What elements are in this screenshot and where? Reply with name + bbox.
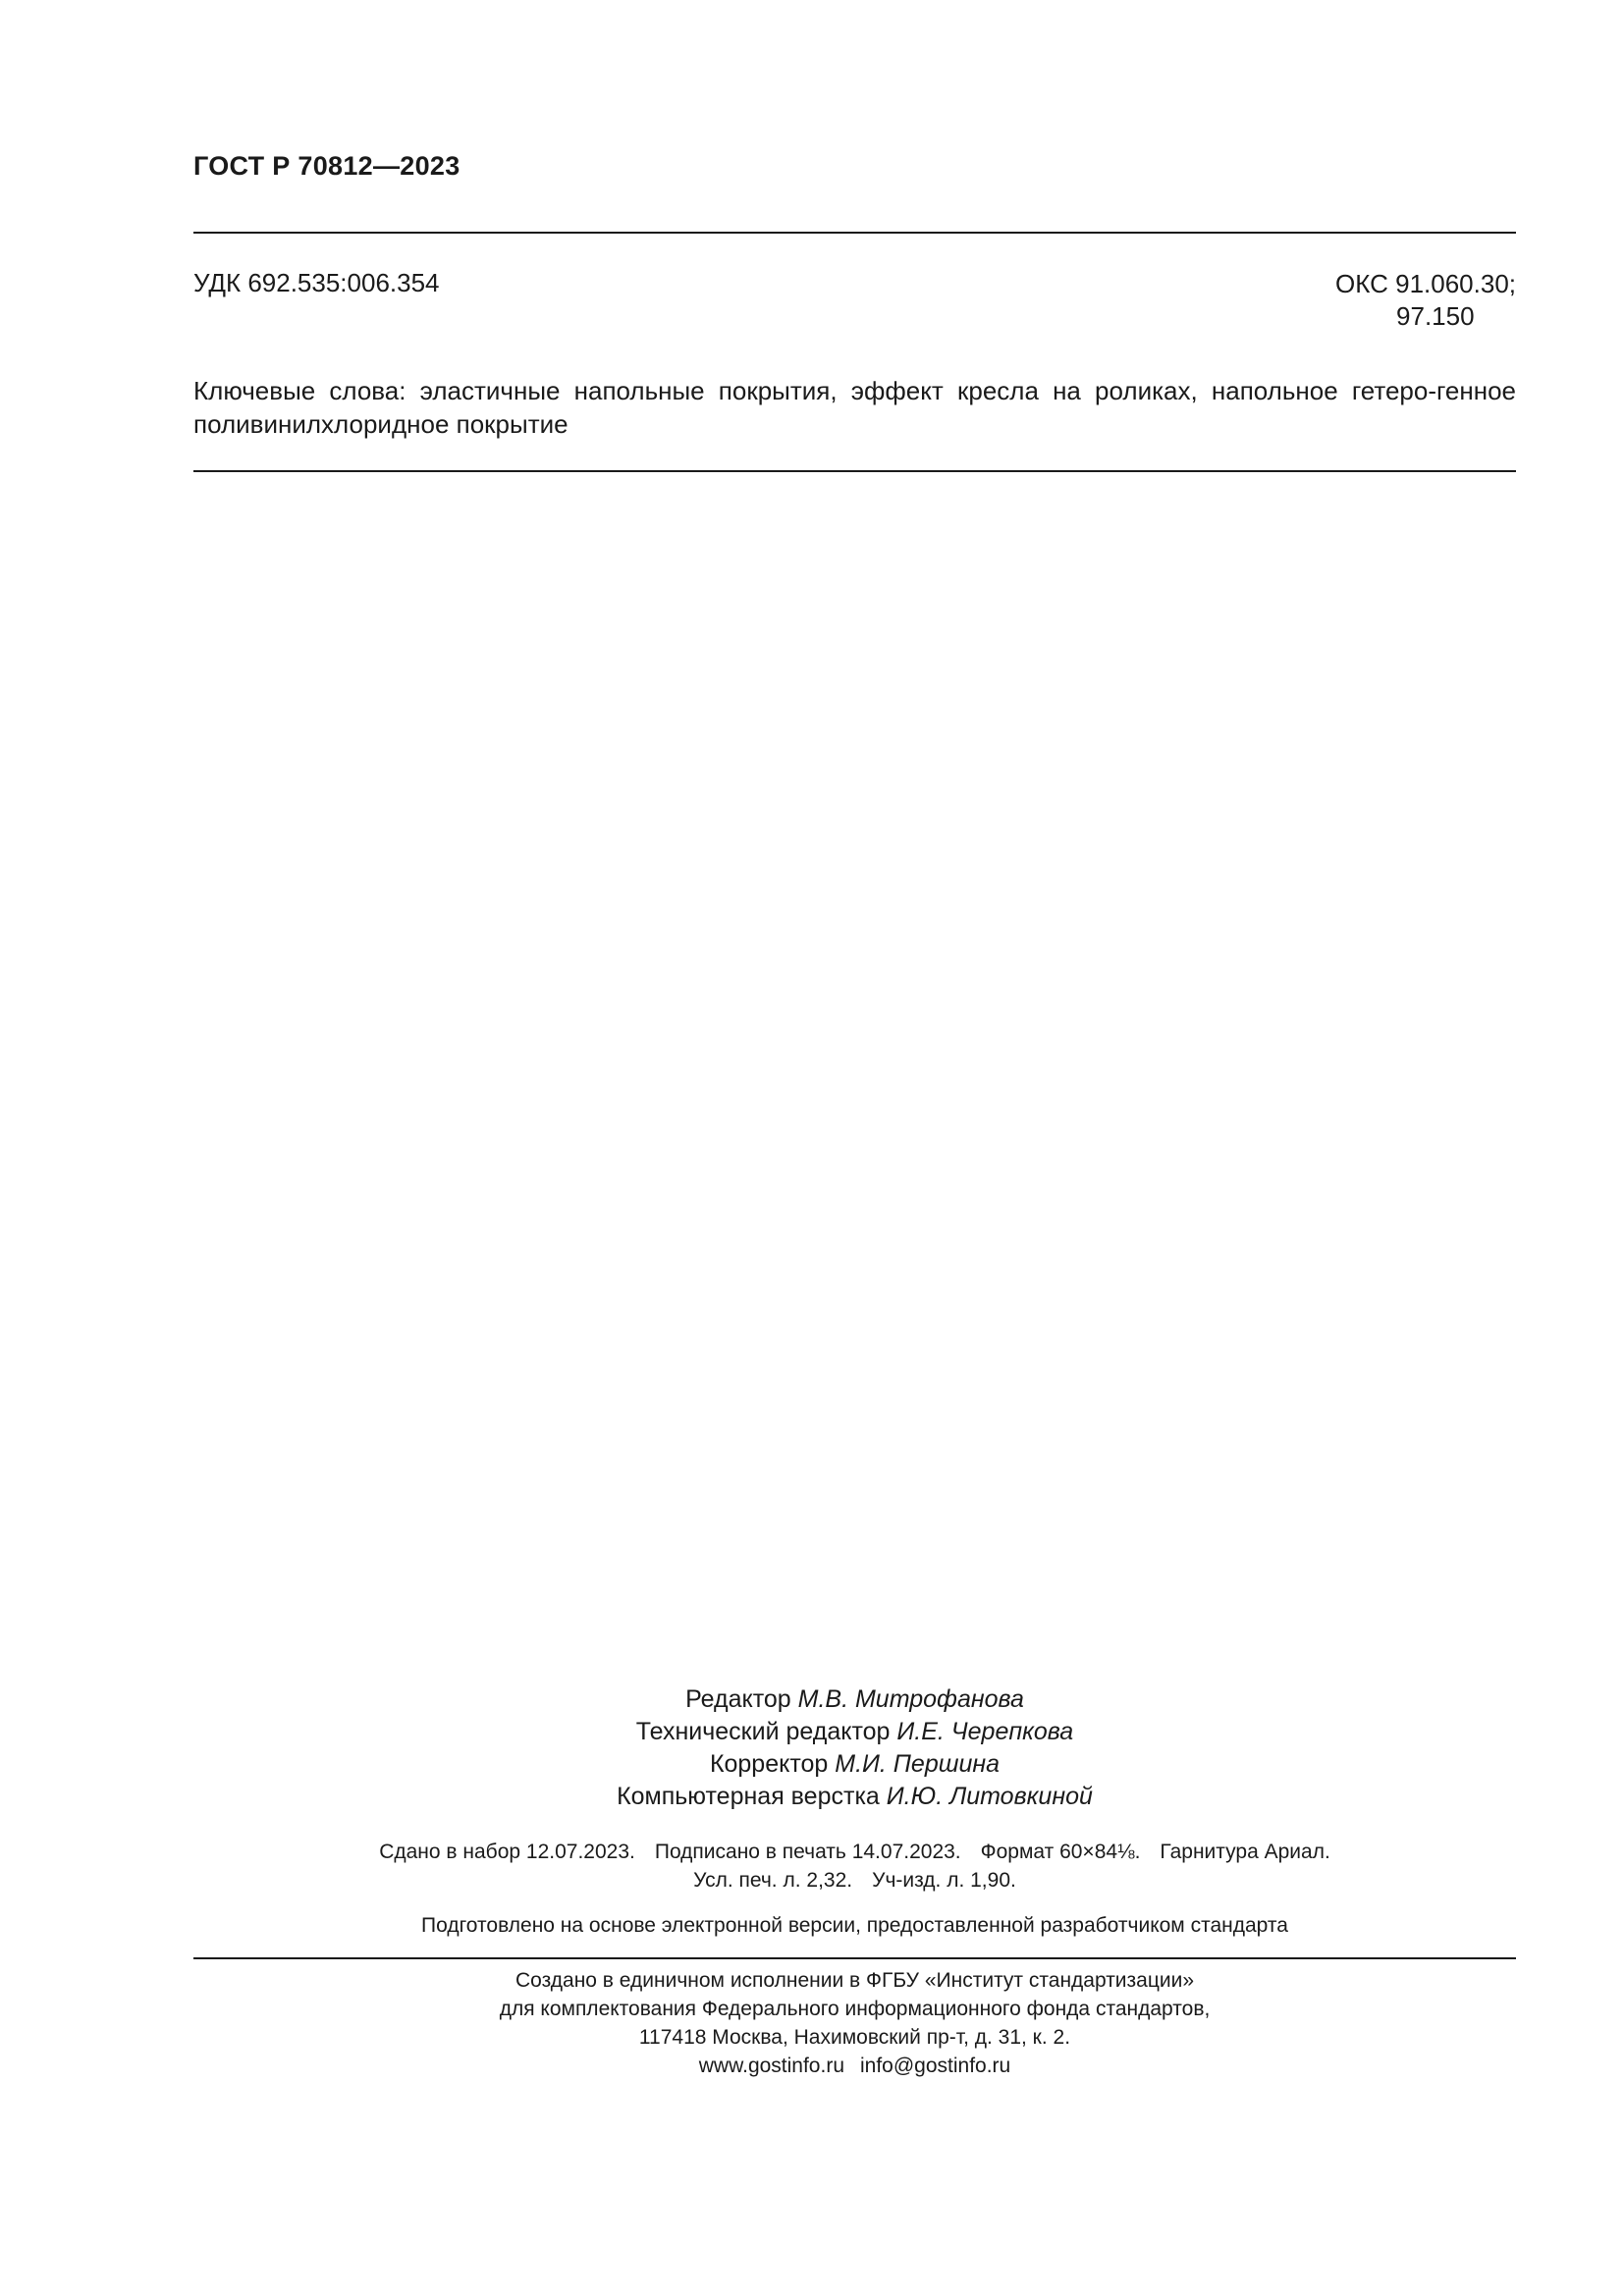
oks-code-line-2: 97.150 <box>1396 301 1475 331</box>
credit-person: М.И. Першина <box>835 1750 1001 1778</box>
credit-role: Технический редактор <box>635 1718 891 1745</box>
prepared-note: Подготовлено на основе электронной версии, предоставленной разработчиком стандарта <box>421 1914 1288 1937</box>
print-info-line-1 <box>193 1838 1516 1866</box>
keywords-paragraph: Ключевые слова: эластичные напольные покрытия, эффект кресла на роликах, напольное гетеро-генное поливинилхлоридное покрытие <box>193 376 1516 439</box>
publisher-block <box>193 1966 1516 2080</box>
print-info-line-2 <box>193 1866 1516 1895</box>
typeface: Гарнитура Ариал. <box>1160 1841 1330 1863</box>
print-sheets: Усл. печ. л. 2,32. <box>693 1869 853 1892</box>
oks-code-line-1: ОКС 91.060.30; <box>1335 269 1516 298</box>
signed-date: Подписано в печать 14.07.2023. <box>654 1841 961 1863</box>
publisher-address: 117418 Москва, Нахимовский пр-т, д. 31, к. 2. <box>638 2026 1071 2049</box>
credit-person: И.Е. Черепкова <box>896 1718 1074 1745</box>
credit-editor <box>193 1683 1516 1716</box>
credit-technical-editor <box>193 1716 1516 1748</box>
submitted-date: Сдано в набор 12.07.2023. <box>379 1841 635 1863</box>
credit-person: М.В. Митрофанова <box>797 1685 1024 1713</box>
oks-code <box>1335 268 1516 333</box>
udk-code: УДК 692.535:006.354 <box>193 268 440 297</box>
credit-proofreader <box>193 1748 1516 1781</box>
credits-block <box>193 1683 1516 1813</box>
keywords-divider <box>193 470 1516 472</box>
paper-format: Формат 60×84⅛. <box>980 1841 1141 1863</box>
credit-layout <box>193 1781 1516 1813</box>
publisher-email-link[interactable]: info@gostinfo.ru <box>860 2055 1011 2077</box>
edition-sheets: Уч-изд. л. 1,90. <box>872 1869 1016 1892</box>
standard-number: ГОСТ Р 70812—2023 <box>193 151 460 181</box>
publisher-line-1: Создано в единичном исполнении в ФГБУ «Институт стандартизации» <box>514 1969 1195 1992</box>
print-info-block <box>193 1838 1516 1895</box>
credit-role: Корректор <box>709 1750 829 1778</box>
publisher-divider <box>193 1957 1516 1959</box>
publisher-website-link[interactable]: www.gostinfo.ru <box>698 2055 844 2077</box>
top-divider <box>193 232 1516 234</box>
credit-role: Редактор <box>685 1685 791 1713</box>
credit-person: И.Ю. Литовкиной <box>886 1783 1093 1810</box>
publisher-contacts <box>193 2052 1516 2080</box>
publisher-line-2: для комплектования Федерального информационного фонда стандартов, <box>499 1998 1211 2020</box>
credit-role: Компьютерная верстка <box>617 1783 880 1810</box>
